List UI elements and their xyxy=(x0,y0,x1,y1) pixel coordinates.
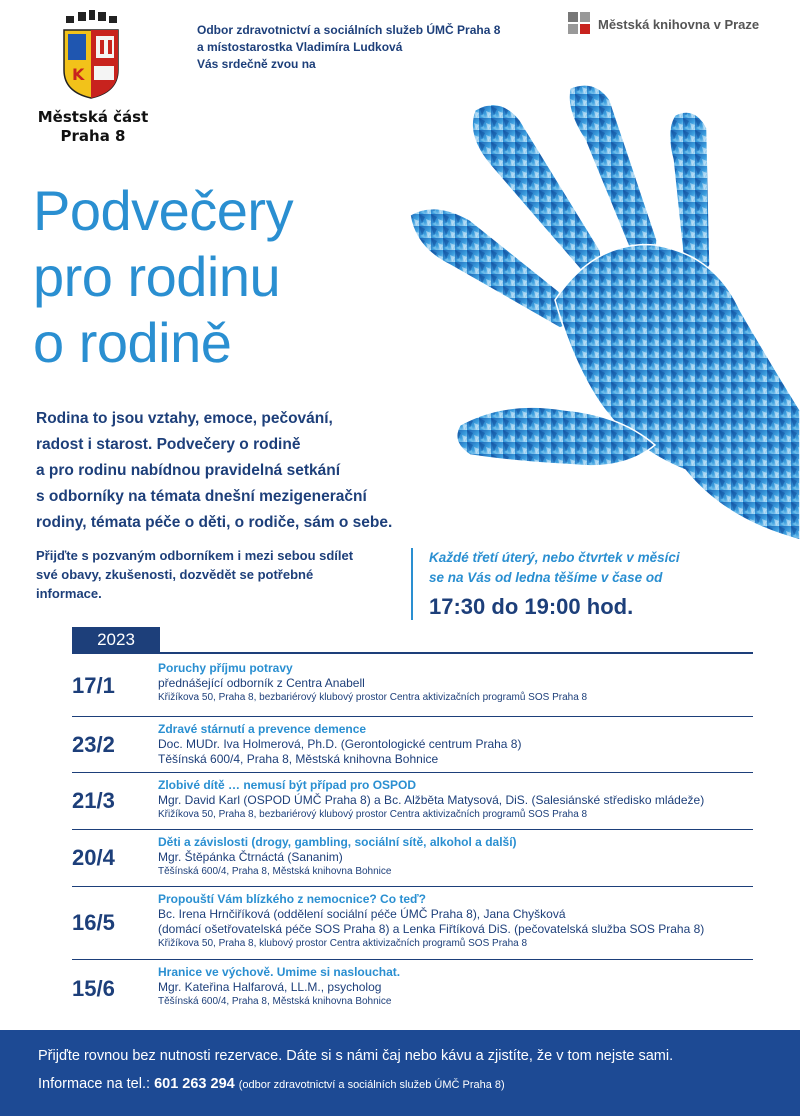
intro-paragraph xyxy=(36,406,416,536)
schedule-time: 17:30 do 19:00 hod. xyxy=(429,594,634,619)
library-name: Městská knihovna v Praze xyxy=(598,16,760,32)
footer-banner xyxy=(0,1030,800,1116)
event-speaker: Mgr. Štěpánka Čtrnáctá (Sananim) xyxy=(158,850,343,864)
title-line: o rodině xyxy=(33,311,232,374)
invite-line: Přijďte s pozvaným odborníkem i mezi sebou sdílet xyxy=(36,548,354,563)
intro-line: rodiny, témata péče o děti, o rodiče, sám o sebe. xyxy=(36,514,393,531)
intro-line: s odborníky na témata dnešní mezigenerační xyxy=(36,488,367,505)
schedule-block xyxy=(411,548,680,620)
title-line: Podvečery xyxy=(33,179,294,242)
event-body xyxy=(158,887,753,956)
phone-number[interactable]: 601 263 294 xyxy=(154,1076,235,1092)
library-logo-icon xyxy=(568,12,592,36)
event-body xyxy=(158,830,753,884)
district-line-2: Praha 8 xyxy=(60,127,126,145)
event-date: 23/2 xyxy=(72,731,115,757)
organizer-line: Vás srdečně zvou na xyxy=(197,57,316,71)
event-speaker: Doc. MUDr. Iva Holmerová, Ph.D. (Gerontologické centrum Praha 8) xyxy=(158,737,522,751)
district-line-1: Městská část xyxy=(37,108,149,126)
event-title: Zdravé stárnutí a prevence demence xyxy=(158,722,367,736)
intro-line: radost i starost. Podvečery o rodině xyxy=(36,436,301,453)
event-title: Zlobivé dítě … nemusí být případ pro OSPOD xyxy=(158,778,417,792)
events-list xyxy=(72,656,753,1018)
event-date: 21/3 xyxy=(72,788,115,813)
event-venue: Těšínská 600/4, Praha 8, Městská knihovna Bohnice xyxy=(158,996,392,1007)
event-speaker: (domácí ošetřovatelská péče SOS Praha 8) a Lenka Fiřtíková DiS. (pečovatelská služba SOS Praha 8) xyxy=(158,922,705,936)
organizer-line: Odbor zdravotnictví a sociálních služeb ÚMČ Praha 8 xyxy=(197,23,501,37)
event-title: Poruchy příjmu potravy xyxy=(158,661,293,675)
phone-note: (odbor zdravotnictví a sociálních služeb ÚMČ Praha 8) xyxy=(238,1079,505,1091)
event-row xyxy=(72,960,753,1018)
svg-text:K: K xyxy=(72,65,85,84)
event-body xyxy=(158,656,753,710)
library-logo xyxy=(568,12,759,36)
footer-message: Přijďte rovnou bez nutnosti rezervace. Dáte si s námi čaj nebo kávu a zjistíte, že v tom nejste sami. xyxy=(38,1048,674,1064)
event-row xyxy=(72,656,753,717)
event-date: 17/1 xyxy=(72,673,115,698)
event-row xyxy=(72,887,753,960)
event-venue: Těšínská 600/4, Praha 8, Městská knihovna Bohnice xyxy=(158,866,392,877)
intro-line: Rodina to jsou vztahy, emoce, pečování, xyxy=(36,410,333,427)
schedule-line: Každé třetí úterý, nebo čtvrtek v měsíci xyxy=(429,550,680,565)
footer-contact xyxy=(38,1073,762,1096)
event-venue: Křižíkova 50, Praha 8, bezbariérový klubový prostor Centra aktivizačních programů SOS Praha 8 xyxy=(158,809,588,820)
event-body xyxy=(158,717,753,773)
invite-paragraph xyxy=(36,546,396,603)
page-title xyxy=(33,178,293,376)
event-date: 20/4 xyxy=(72,845,115,870)
invite-line: své obavy, zkušenosti, dozvědět se potřebné xyxy=(36,567,314,582)
event-row xyxy=(72,773,753,830)
organizer-line: a místostarostka Vladimíra Ludková xyxy=(197,40,403,54)
district-name xyxy=(20,108,166,146)
event-title: Hranice ve výchově. Umime si naslouchat. xyxy=(158,965,401,979)
event-title: Propouští Vám blízkého z nemocnice? Co teď? xyxy=(158,892,426,906)
organizer-text xyxy=(197,22,500,73)
schedule-line: se na Vás od ledna těšíme v čase od xyxy=(429,570,663,585)
event-body xyxy=(158,773,753,827)
event-speaker: Mgr. Kateřina Halfarová, LL.M., psycholog xyxy=(158,980,382,994)
event-speaker: Těšínská 600/4, Praha 8, Městská knihovna Bohnice xyxy=(158,752,439,766)
event-speaker: Bc. Irena Hrnčiříková (oddělení sociální péče ÚMČ Praha 8), Jana Chyšková xyxy=(158,907,566,921)
event-venue: Křižíkova 50, Praha 8, bezbariérový klubový prostor Centra aktivizačních programů SOS Praha 8 xyxy=(158,692,588,703)
event-date: 16/5 xyxy=(72,910,115,935)
title-line: pro rodinu xyxy=(33,245,281,308)
district-crest-logo xyxy=(58,10,124,100)
intro-line: a pro rodinu nabídnou pravidelná setkání xyxy=(36,462,341,479)
event-venue: Křižíkova 50, Praha 8, klubový prostor Centra aktivizačních programů SOS Praha 8 xyxy=(158,938,528,949)
divider xyxy=(72,652,753,654)
mosaic-hand-illustration xyxy=(395,70,800,560)
event-row xyxy=(72,717,753,773)
event-date: 15/6 xyxy=(72,976,115,1001)
phone-label: Informace na tel.: xyxy=(38,1076,151,1092)
event-body xyxy=(158,960,753,1014)
event-row xyxy=(72,830,753,887)
year-tab: 2023 xyxy=(72,627,160,653)
event-speaker: Mgr. David Karl (OSPOD ÚMČ Praha 8) a Bc. Alžběta Matysová, DiS. (Salesiánské středisko mládeže) xyxy=(158,793,705,807)
event-speaker: přednášející odborník z Centra Anabell xyxy=(158,676,365,690)
invite-line: informace. xyxy=(36,586,102,601)
event-title: Děti a závislosti (drogy, gambling, sociální sítě, alkohol a další) xyxy=(158,835,517,849)
